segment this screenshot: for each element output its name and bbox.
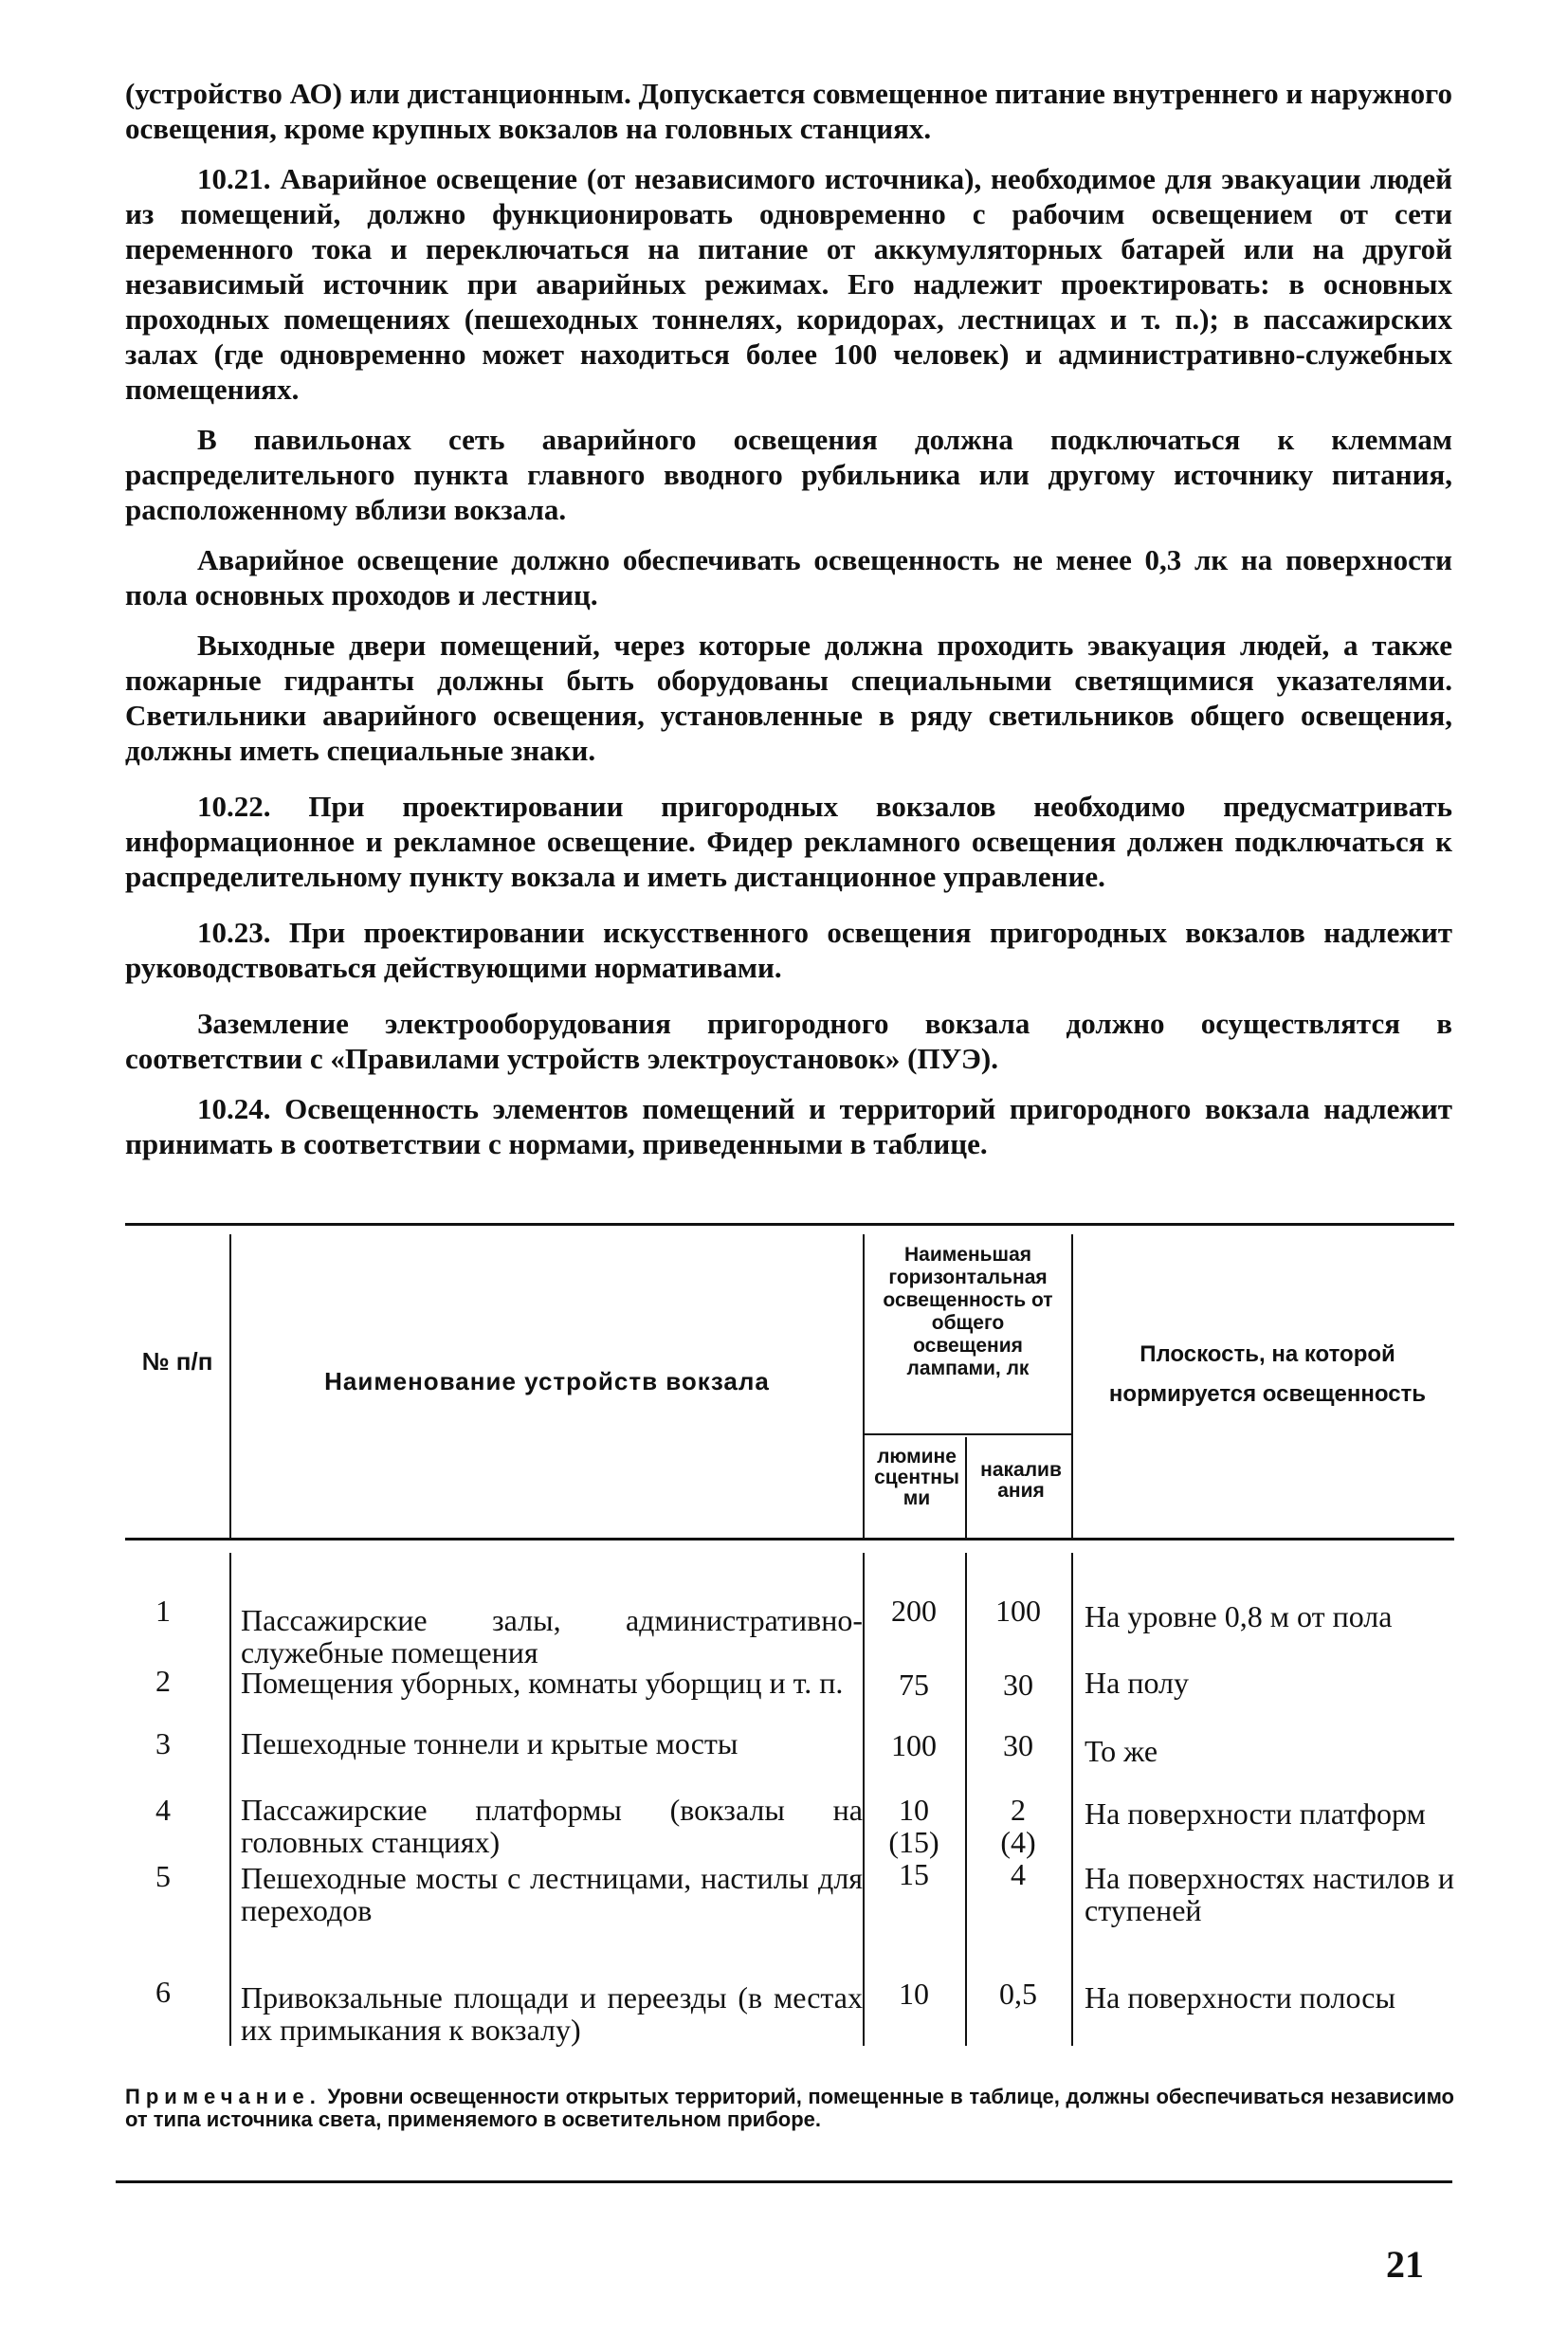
paragraph-pavilions: В павильонах сеть аварийного освещения должна подключаться к клеммам распределительного пункта главного вводного рубильника или другому источнику питания, расположенному вблизи вокзала. — [125, 423, 1452, 526]
table-note — [125, 2086, 1454, 2131]
row-fluorescent-alt: (15) — [888, 1825, 939, 1859]
row-number: 3 — [155, 1726, 171, 1760]
table-top-rule — [125, 1223, 1454, 1226]
header-number: № п/п — [141, 1347, 213, 1376]
table-header-rule — [125, 1538, 1454, 1541]
row-plane: На полу — [1085, 1666, 1189, 1700]
row-plane: На поверхности полосы — [1085, 1980, 1395, 2015]
header-illuminance: Наименьшая горизонтальная освещенность от общего освещения лампами, лк — [883, 1244, 1053, 1379]
clause-number: 10.22. — [197, 790, 271, 823]
row-fluorescent: 10 — [899, 1793, 929, 1827]
note-label: Примечание. — [125, 2085, 321, 2108]
row-incandescent: 30 — [1003, 1728, 1033, 1762]
paragraph-continuation: (устройство АО) или дистанционным. Допускается совмещенное питание внутреннего и наружного освещения, кроме крупных вокзалов на головных станциях. — [125, 77, 1452, 145]
paragraph-10-24 — [125, 1091, 1452, 1161]
row-plane: То же — [1085, 1734, 1158, 1768]
paragraph-10-21 — [125, 161, 1452, 407]
row-name: Пешеходные мосты с лестницами, настилы для переходов — [241, 1861, 863, 1927]
col-divider — [863, 1234, 865, 1538]
row-incandescent: 4 — [1011, 1857, 1026, 1891]
row-incandescent-alt: (4) — [1000, 1825, 1036, 1859]
paragraph-text: Освещенность элементов помещений и территорий пригородного вокзала надлежит принимать в соответствии с нормами, приведенными в таблице. — [125, 1092, 1452, 1160]
row-number: 5 — [155, 1859, 171, 1893]
row-incandescent: 0,5 — [999, 1977, 1037, 2011]
clause-number: 10.21. — [197, 162, 271, 195]
illumination-table — [125, 1223, 1454, 2076]
row-name: Привокзальные площади и переезды (в местах их примыкания к вокзалу) — [241, 1980, 863, 2047]
paragraph-text: При проектировании искусственного освещения пригородных вокзалов надлежит руководствоваться действующими нормативами. — [125, 916, 1452, 984]
col-divider — [229, 1553, 231, 2046]
clause-number: 10.23. — [197, 916, 271, 949]
row-name: Пассажирские залы, административно-служебные помещения — [241, 1603, 863, 1669]
row-plane: На поверхности платформ — [1085, 1796, 1426, 1831]
row-number: 1 — [155, 1594, 171, 1628]
row-name: Пешеходные тоннели и крытые мосты — [241, 1726, 738, 1760]
header-plane: Плоскость, на которой нормируется освещенность — [1108, 1341, 1427, 1407]
row-name: Помещения уборных, комнаты уборщиц и т. п. — [241, 1666, 844, 1700]
row-fluorescent: 10 — [899, 1977, 929, 2011]
row-number: 4 — [155, 1793, 171, 1827]
paragraph-grounding: Заземление электрооборудования пригородного вокзала должно осуществлятся в соответствии с «Правилами устройств электроустановок» (ПУЭ). — [125, 1007, 1452, 1075]
row-fluorescent: 200 — [891, 1594, 937, 1628]
row-plane: На поверхностях настилов и ступеней — [1085, 1861, 1454, 1927]
header-name: Наименование устройств вокзала — [324, 1367, 770, 1395]
row-incandescent: 30 — [1003, 1668, 1033, 1702]
header-fluorescent: люминесцентными — [874, 1446, 959, 1509]
row-incandescent: 2 — [1011, 1793, 1026, 1827]
paragraph-10-22 — [125, 789, 1452, 894]
clause-number: 10.24. — [197, 1092, 271, 1125]
page-number: 21 — [1386, 2243, 1424, 2286]
paragraph-text: Аварийное освещение (от независимого источника), необходимое для эвакуации людей из помещений, должно функционировать одновременно с рабочим освещением от сети переменного тока и переключаться на питание от аккумуляторных батарей или на другой независимый источник при аварийных режимах. Его надлежит проектировать: в основных проходных помещениях (пешеходных тоннелях, коридорах, лестницах и т. п.); в пассажирских залах (где одновременно может находиться более 100 человек) и административно-служебных помещениях. — [125, 162, 1453, 406]
col-divider — [1071, 1553, 1073, 2046]
row-fluorescent: 100 — [891, 1728, 937, 1762]
subheader-rule — [863, 1433, 1071, 1435]
row-number: 2 — [155, 1664, 171, 1698]
paragraph-10-23 — [125, 915, 1452, 985]
row-incandescent: 100 — [995, 1594, 1041, 1628]
row-plane: На уровне 0,8 м от пола — [1085, 1599, 1393, 1633]
note-text: Уровни освещенности открытых территорий, помещенные в таблице, должны обеспечиваться независимо от типа источника света, применяемого в осветительном приборе. — [125, 2085, 1454, 2131]
paragraph-text: При проектировании пригородных вокзалов необходимо предусматривать информационное и рекламное освещение. Фидер рекламного освещения должен подключаться к распределительному пункту вокзала и иметь дистанционное управление. — [125, 790, 1453, 893]
col-divider — [965, 1437, 967, 1538]
row-fluorescent: 75 — [899, 1668, 929, 1702]
paragraph-exit-doors: Выходные двери помещений, через которые должна проходить эвакуация людей, а также пожарные гидранты должны быть оборудованы специальными светящимися указателями. Светильники аварийного освещения, установленные в ряду светильников общего освещения, должны иметь специальные знаки. — [125, 629, 1452, 767]
row-fluorescent: 15 — [899, 1857, 929, 1891]
footer-rule — [116, 2180, 1452, 2183]
col-divider — [965, 1553, 967, 2046]
row-name: Пассажирские платформы (вокзалы на головных станциях) — [241, 1793, 863, 1859]
col-divider — [1071, 1234, 1073, 1538]
row-number: 6 — [155, 1975, 171, 2009]
header-incandescent: накаливания — [980, 1459, 1062, 1502]
paragraph-emergency-level: Аварийное освещение должно обеспечивать освещенность не менее 0,3 лк на поверхности пола основных проходов и лестниц. — [125, 543, 1452, 611]
body-text — [125, 76, 1452, 1161]
